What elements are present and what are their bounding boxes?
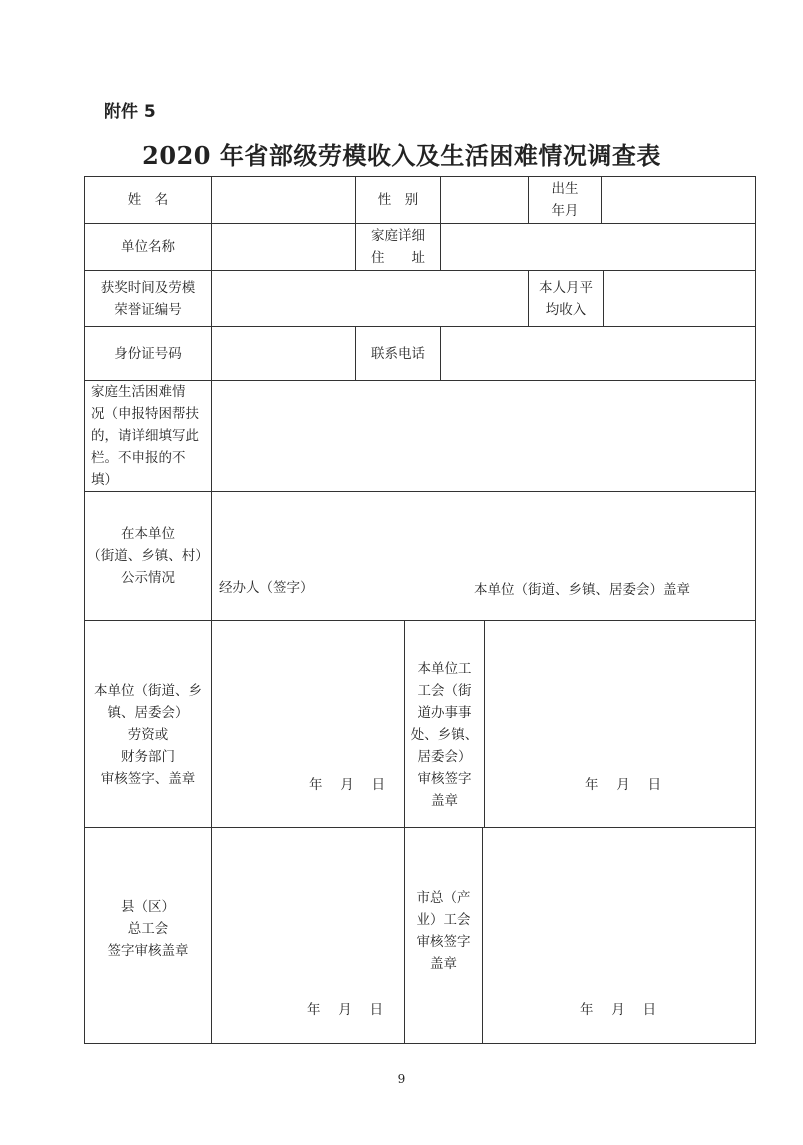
- publicity-label-line: （街道、乡镇、村）: [87, 548, 209, 564]
- award-label: [85, 271, 211, 326]
- city-date-text: 年 月 日: [580, 1002, 657, 1018]
- handler-signature-text: 经办人（签字）: [219, 580, 314, 596]
- unit-seal-text: 本单位（街道、乡镇、居委会）盖章: [474, 582, 690, 598]
- hardship-label-line: 填）: [91, 472, 118, 488]
- county-label-line: 总工会: [127, 920, 169, 937]
- row-line: [84, 1043, 756, 1044]
- city-label-line: 审核签字: [416, 933, 471, 950]
- attachment-label: 附件 5: [104, 102, 156, 122]
- finance-date-text: 年 月 日: [309, 777, 386, 793]
- address-field[interactable]: [441, 224, 755, 270]
- name-field[interactable]: [212, 177, 355, 223]
- form-title: 2020 年省部级劳模收入及生活困难情况调查表: [142, 141, 661, 170]
- hardship-field[interactable]: [212, 381, 755, 491]
- award-label-line: 荣誉证编号: [114, 301, 182, 318]
- income-label: [529, 271, 603, 326]
- address-label-line: 住 址: [371, 250, 425, 266]
- county-label-line: 签字审核盖章: [107, 942, 189, 959]
- union-label-line: 本单位工: [417, 661, 472, 677]
- union-label-line: 工会（街: [417, 683, 472, 699]
- unit-field[interactable]: [212, 224, 355, 270]
- union-label-line: 处、乡镇、: [410, 727, 479, 743]
- award-label-line: 获奖时间及劳模: [100, 279, 196, 296]
- finance-label-line: 财务部门: [121, 749, 175, 765]
- publicity-label-line: 公示情况: [121, 570, 175, 586]
- finance-label-line: 镇、居委会）: [107, 705, 189, 721]
- name-label: 姓 名: [127, 192, 169, 208]
- address-label-line: 家庭详细: [371, 228, 425, 244]
- income-label-line: 均收入: [545, 301, 587, 318]
- phone-label: 联系电话: [371, 345, 425, 362]
- col-line: [755, 176, 756, 1044]
- publicity-label: [85, 492, 211, 620]
- hardship-label: [85, 381, 211, 491]
- county-label-line: 县（区）: [121, 898, 175, 915]
- birth-label-line: 年月: [551, 203, 579, 219]
- hardship-label-line: 的，请详细填写此: [91, 428, 199, 444]
- finance-label-line: 劳资或: [127, 727, 169, 743]
- union-label-line: 盖章: [431, 793, 458, 809]
- finance-label-line: 审核签字、盖章: [100, 771, 196, 787]
- gender-field[interactable]: [441, 177, 528, 223]
- income-label-line: 本人月平: [539, 279, 593, 296]
- union-label-line: 道办事事: [417, 705, 472, 721]
- award-field[interactable]: [212, 271, 528, 326]
- city-label-line: 盖章: [430, 955, 457, 972]
- publicity-label-line: 在本单位: [121, 526, 175, 542]
- birth-label-line: 出生: [551, 181, 579, 197]
- county-label: [85, 828, 211, 1043]
- id-field[interactable]: [212, 327, 355, 380]
- page-number: 9: [397, 1072, 406, 1086]
- hardship-label-line: 家庭生活困难情: [91, 384, 186, 400]
- county-date-text: 年 月 日: [307, 1002, 384, 1018]
- union-sign-field[interactable]: [485, 621, 755, 827]
- income-field[interactable]: [604, 271, 755, 326]
- union-label: [405, 621, 484, 827]
- birth-label: [529, 177, 601, 223]
- hardship-label-line: 栏。不申报的不: [91, 450, 186, 466]
- birth-field[interactable]: [602, 177, 755, 223]
- address-label: [356, 224, 440, 270]
- union-label-line: 审核签字: [417, 771, 472, 787]
- finance-sign-field[interactable]: [212, 621, 404, 827]
- id-label: 身份证号码: [114, 345, 182, 362]
- finance-label: [85, 621, 211, 827]
- unit-label: 单位名称: [121, 239, 175, 255]
- union-date-text: 年 月 日: [585, 777, 662, 793]
- finance-label-line: 本单位（街道、乡: [94, 683, 202, 699]
- gender-label: 性 别: [377, 192, 419, 208]
- hardship-label-line: 况（申报特困帮扶: [91, 406, 199, 422]
- union-label-line: 居委会）: [417, 749, 472, 765]
- city-label: [405, 828, 482, 1043]
- phone-field[interactable]: [441, 327, 755, 380]
- city-label-line: 业）工会: [416, 911, 471, 928]
- city-label-line: 市总（产: [416, 889, 471, 906]
